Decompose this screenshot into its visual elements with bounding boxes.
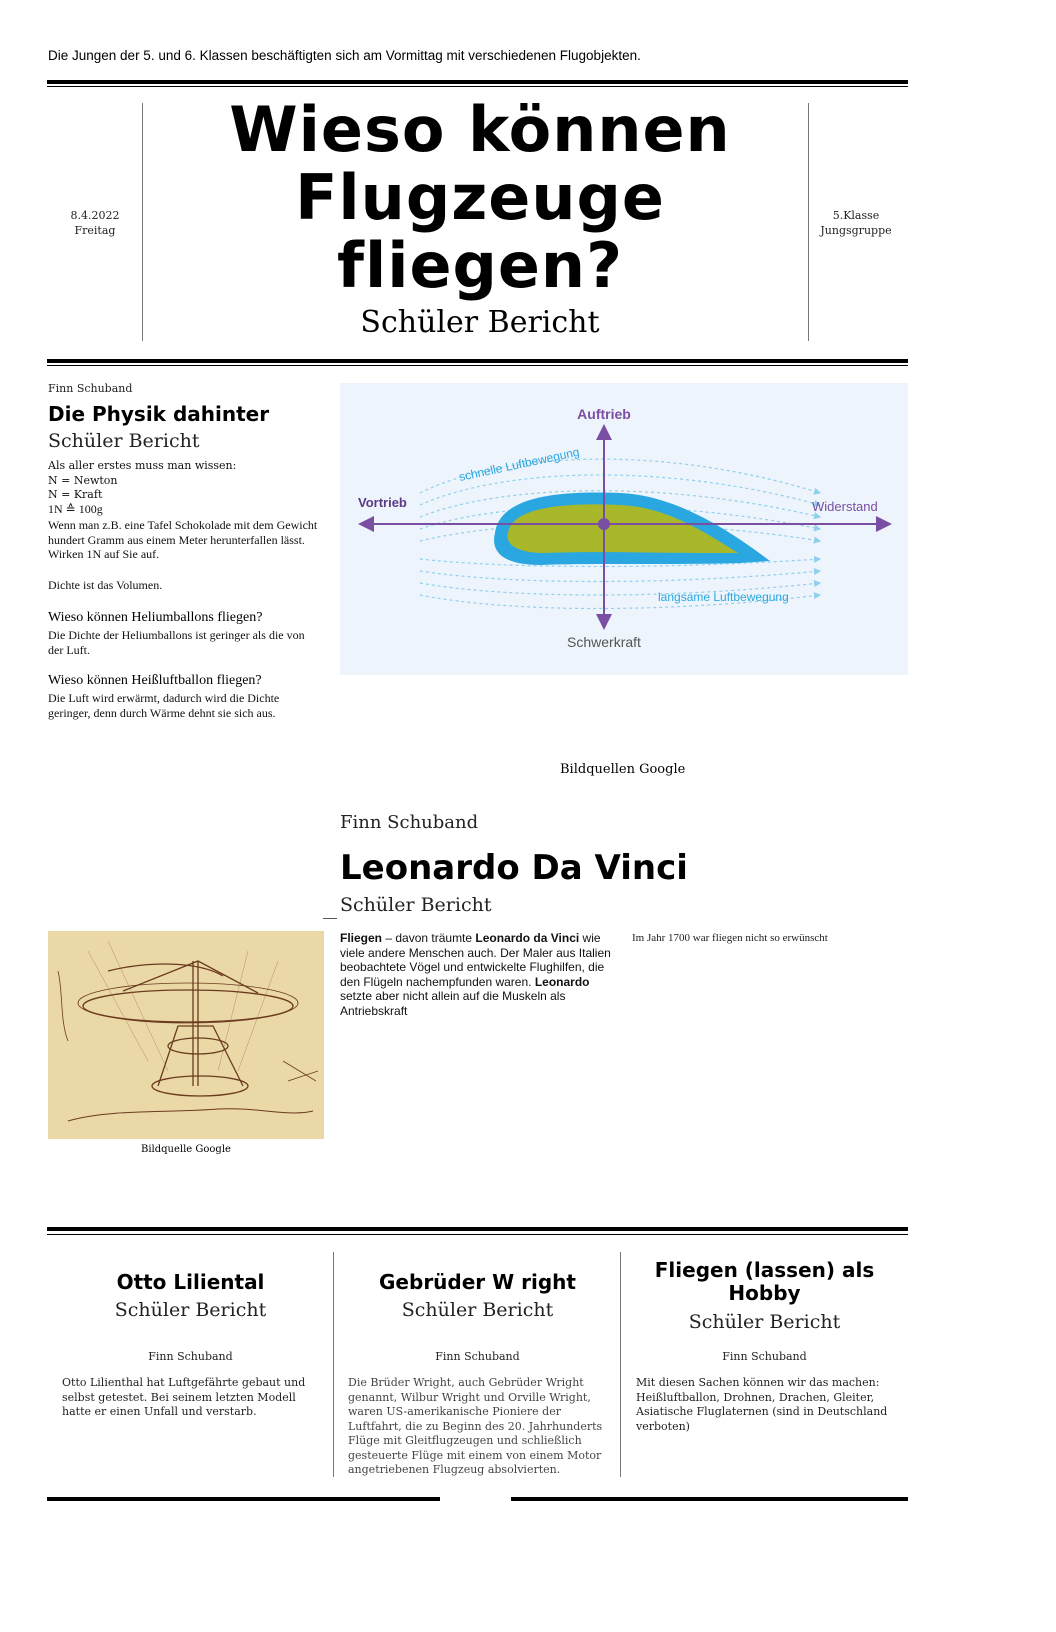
label-fast: schnelle Luftbewegung (457, 444, 581, 484)
physics-subtitle: Schüler Bericht (48, 430, 200, 452)
col2-author: Finn Schuband (435, 1350, 520, 1363)
q-hotair-answer: Die Luft wird erwärmt, dadurch wird die Dichte geringer, denn durch Wärme dehnt sie sich aus. (48, 691, 280, 720)
helicopter-sketch-svg (48, 931, 324, 1139)
sketch-caption: Bildquelle Google (141, 1144, 231, 1155)
label-left: Vortrieb (358, 495, 407, 510)
q-hotair-heading: Wieso können Heißluftballon fliegen? (48, 673, 262, 688)
title-line-1: Wieso können (229, 93, 731, 166)
physics-intro (48, 459, 318, 503)
top-rule-thin (47, 86, 908, 87)
page-subtitle: Schüler Bericht (360, 305, 600, 340)
physics-paragraph: Wenn man z.B. eine Tafel Schokolade mit dem Gewicht hundert Gramm aus einem Meter herunterfallen lässt. Wirken 1N auf Sie auf. (48, 518, 318, 561)
davinci-para-part: – davon träumte (382, 931, 476, 945)
date: 8.4.2022 (70, 209, 120, 222)
col3-subtitle: Schüler Bericht (688, 1311, 841, 1333)
physics-density: Dichte ist das Volumen. (48, 578, 163, 592)
q-helium-answer: Die Dichte der Heliumballons ist geringer als die von der Luft. (48, 628, 305, 657)
davinci-side-note: Im Jahr 1700 war fliegen nicht so erwünscht (632, 932, 828, 944)
physics-line: N = Kraft (48, 488, 103, 501)
davinci-author: Finn Schuband (340, 812, 479, 833)
col2-text: Die Brüder Wright, auch Gebrüder Wright genannt, Wilbur Wright und Orville Wright, waren US-amerikanische Pioniere der Luftfahrt, die zu Beginn des 20. Jahrhunderts Flüge mit Gleitflugzeugen und schließlich gesteuerte Flüge mit einem von einem Motor angetriebenen Flugzeug absolvierten. (348, 1376, 603, 1476)
center-point (598, 518, 610, 530)
date-block (45, 208, 145, 238)
intro-line: Die Jungen der 5. und 6. Klassen beschäftigten sich am Vormittag mit verschiedenen Flugobjekten. (48, 48, 641, 63)
title-line-2: Flugzeuge (295, 161, 665, 234)
column-divider-2 (620, 1252, 621, 1477)
col3-author: Finn Schuband (722, 1350, 807, 1363)
group-label: Jungsgruppe (820, 224, 892, 237)
weekday: Freitag (74, 224, 116, 237)
physics-title: Die Physik dahinter (48, 402, 270, 426)
header-bottom-rule (47, 359, 908, 363)
davinci-subtitle: Schüler Bericht (340, 894, 492, 916)
label-right: Widerstand (812, 499, 878, 514)
col1-title: Otto Liliental (116, 1270, 265, 1294)
header-bottom-rule-thin (47, 365, 908, 366)
davinci-paragraph (340, 931, 616, 1018)
col3-title: Fliegen (lassen) als Hobby (654, 1258, 875, 1305)
col1-author: Finn Schuband (148, 1350, 233, 1363)
columns-top-rule (47, 1227, 908, 1231)
physics-author: Finn Schuband (48, 382, 133, 395)
col3-text: Mit diesen Sachen können wir das machen: Heißluftballon, Drohnen, Drachen, Gleiter, Asiatische Fluglaternen (sind in Deutschland verboten) (636, 1376, 888, 1433)
bottom-rule-right (511, 1497, 908, 1501)
davinci-para-part: setzte aber nicht allein auf die Muskeln als Antriebskraft (340, 989, 566, 1018)
davinci-para-part: Fliegen (340, 931, 383, 945)
davinci-dash (323, 918, 337, 919)
wing-diagram (340, 383, 908, 675)
davinci-title: Leonardo Da Vinci (340, 848, 688, 888)
q-helium-heading: Wieso können Heliumballons fliegen? (48, 610, 263, 625)
title-line-3: fliegen? (336, 229, 624, 302)
bottom-rule-left (47, 1497, 440, 1501)
label-down: Schwerkraft (567, 634, 641, 650)
davinci-para-part: Leonardo da Vinci (475, 931, 580, 945)
col2-title: Gebrüder W right (379, 1270, 576, 1294)
physics-unit: 1N ≙ 100g (48, 502, 103, 516)
top-rule (47, 80, 908, 84)
column-divider-1 (333, 1252, 334, 1477)
helicopter-sketch-icon (48, 931, 324, 1139)
class-label: 5.Klasse (832, 209, 880, 222)
physics-line: N = Newton (48, 473, 118, 487)
col1-text: Otto Lilienthal hat Luftgefährte gebaut und selbst getestet. Bei seinem letzten Modell hatte er einen Unfall und verstarb. (62, 1376, 306, 1418)
diagram-credit: Bildquellen Google (560, 762, 686, 777)
class-block (806, 208, 906, 238)
davinci-para-part: wie viele andere Menschen auch. Der Maler aus Italien beobachtete Vögel und entwickelte Flughilfen, die den Flügeln nachempfunden waren. (340, 931, 611, 989)
wing-diagram-svg (340, 383, 908, 675)
columns-top-rule-thin (47, 1234, 908, 1235)
col2-subtitle: Schüler Bericht (401, 1299, 554, 1321)
label-up: Auftrieb (577, 406, 631, 422)
wing-profile (494, 492, 770, 565)
col1-subtitle: Schüler Bericht (114, 1299, 267, 1321)
physics-line: Als aller erstes muss man wissen: (48, 459, 237, 472)
page-title (150, 93, 810, 302)
label-slow: langsame Luftbewegung (658, 590, 789, 604)
davinci-para-part: Leonardo (534, 974, 590, 989)
